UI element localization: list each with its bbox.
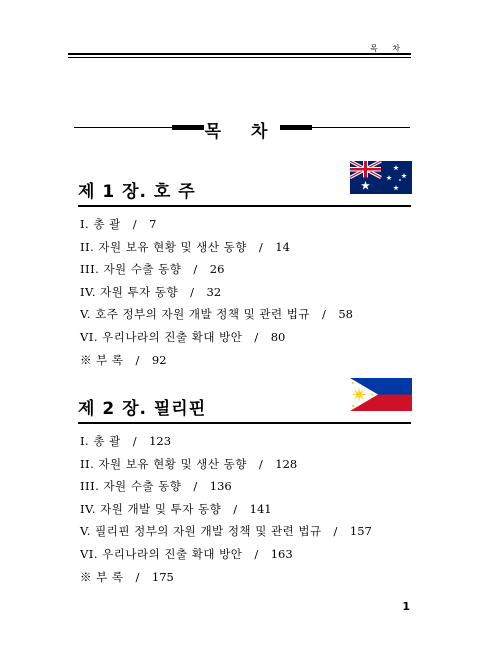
toc-item[interactable] [78,303,411,326]
toc-item[interactable] [78,326,411,349]
toc-item[interactable] [78,453,411,476]
chapter-rule [78,422,411,424]
toc-separator: / [233,501,238,516]
toc-item-label: VI. 우리나라의 진출 확대 방안 [80,546,243,561]
chapter-2 [78,394,411,588]
toc-separator: / [132,217,138,231]
toc-list [78,213,411,371]
toc-item-label: II. 자원 보유 현황 및 생산 동향 [80,456,247,471]
toc-separator: / [258,456,264,471]
philippines-flag [350,378,412,411]
toc-separator: / [132,434,138,448]
toc-item[interactable] [78,213,411,236]
toc-item-label: ※ 부 록 [80,352,124,367]
title-row [74,117,410,142]
chapter-heading: 제 1 장. 호 주 [78,182,196,202]
header-rule-thick [68,53,411,55]
toc-item[interactable] [78,349,411,372]
toc-item[interactable] [78,475,411,498]
toc-separator: / [135,352,140,367]
toc-item-label: III. 자원 수출 동향 [80,479,182,494]
toc-item-page: 163 [270,546,293,561]
toc-separator: / [333,524,338,539]
toc-separator: / [258,239,264,254]
toc-item-page: 80 [270,329,286,344]
toc-item-label: IV. 자원 투자 동향 [80,284,179,299]
toc-item[interactable] [78,498,411,521]
toc-separator: / [190,284,195,299]
toc-item-page: 7 [149,217,157,231]
toc-item-page: 128 [275,456,298,471]
chapter-1 [78,177,411,371]
toc-separator: / [254,546,259,561]
toc-item-page: 92 [151,352,167,367]
toc-item[interactable] [78,543,411,566]
toc-item[interactable] [78,566,411,589]
chapter-rule [78,205,411,207]
chapter-heading: 제 2 장. 필리핀 [78,399,207,419]
header-section-label: 목 차 [370,44,406,53]
toc-item-page: 26 [209,262,225,277]
toc-item-label: IV. 자원 개발 및 투자 동향 [80,501,222,516]
toc-item-page: 123 [149,434,172,448]
toc-item-page: 141 [249,501,272,516]
toc-item-page: 32 [206,284,222,299]
page-number: 1 [402,600,410,613]
toc-item[interactable] [78,236,411,259]
australia-flag [350,161,412,194]
toc-item[interactable] [78,281,411,304]
toc-item-page: 136 [209,479,232,494]
toc-list [78,430,411,588]
toc-item-label: V. 필리핀 정부의 자원 개발 정책 및 관련 법규 [80,524,322,539]
toc-item-label: VI. 우리나라의 진출 확대 방안 [80,329,243,344]
toc-separator: / [321,307,327,322]
toc-separator: / [254,329,259,344]
toc-item[interactable] [78,258,411,281]
toc-item-label: I. 총 괄 [80,217,121,231]
toc-separator: / [135,569,140,584]
toc-item-page: 157 [349,524,372,539]
toc-item-page: 58 [338,307,353,322]
toc-item[interactable] [78,520,411,543]
header-rule-thin [68,57,411,58]
toc-item-label: III. 자원 수출 동향 [80,262,182,277]
toc-item-page: 175 [151,569,174,584]
toc-item-label: I. 총 괄 [80,434,121,448]
toc-item-page: 14 [275,239,290,254]
toc-separator: / [193,262,198,277]
union-jack-canton [350,161,381,178]
toc-item-label: ※ 부 록 [80,569,124,584]
toc-separator: / [193,479,198,494]
toc-item-label: V. 호주 정부의 자원 개발 정책 및 관련 법규 [80,307,310,322]
toc-item-label: II. 자원 보유 현황 및 생산 동향 [80,239,247,254]
toc-item[interactable] [78,430,411,453]
page-title: 목 차 [204,122,280,142]
